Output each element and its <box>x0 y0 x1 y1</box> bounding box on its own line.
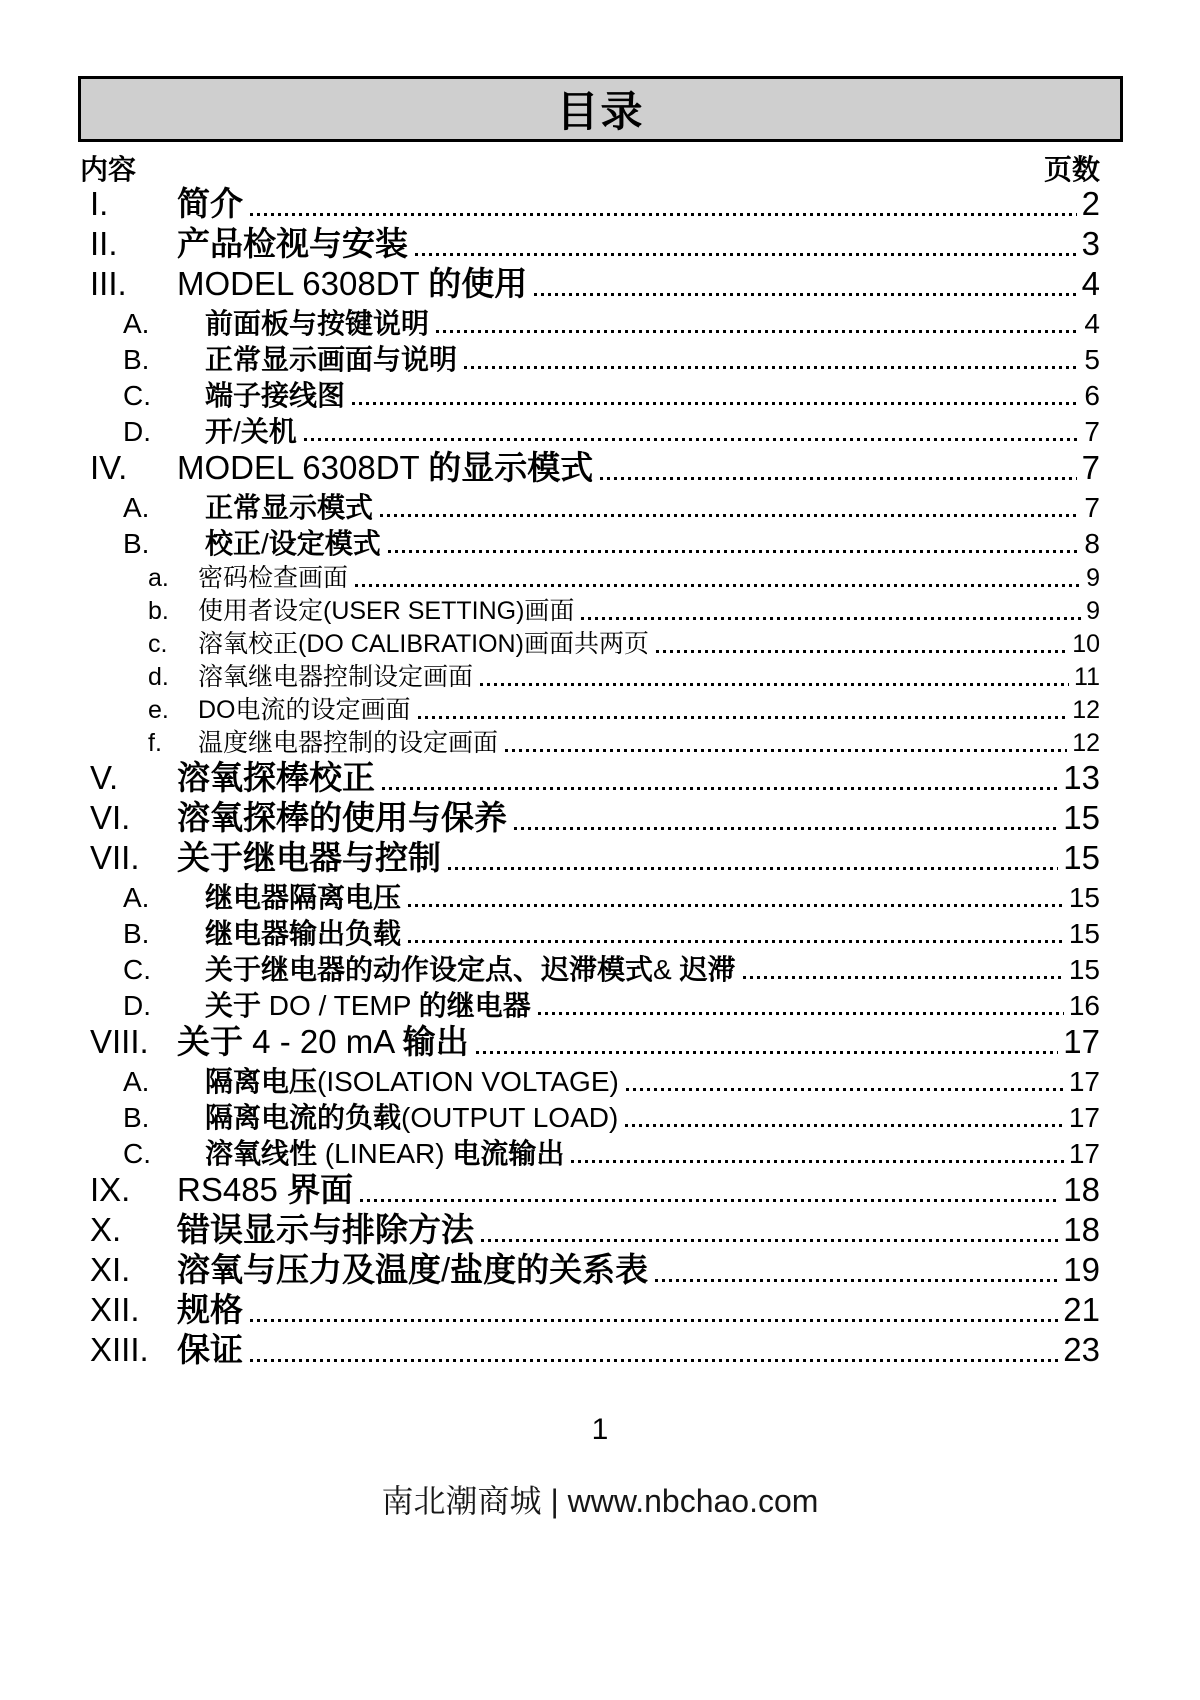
toc-entry-marker: d. <box>148 662 169 691</box>
toc-entry-marker: IX. <box>90 1171 131 1209</box>
toc-entry-marker: c. <box>148 629 168 658</box>
toc-entry[interactable] <box>80 593 1100 626</box>
toc-entry-marker: C. <box>123 1137 151 1169</box>
toc-entry-marker: B. <box>123 527 150 559</box>
toc-entry-label: 端子接线图 <box>205 379 346 411</box>
toc-entry[interactable] <box>80 1330 1100 1370</box>
toc-entry-label: 规格 <box>177 1291 243 1329</box>
dot-leader-line <box>448 867 1058 870</box>
toc-entry-marker: VII. <box>90 839 140 877</box>
toc-entry-marker: III. <box>90 265 127 303</box>
toc-entry-marker: A. <box>123 881 150 913</box>
toc-entry[interactable] <box>80 1170 1100 1210</box>
toc-entry[interactable] <box>80 878 1100 914</box>
toc-entry-page: 15 <box>1068 881 1100 913</box>
toc-entry-marker: B. <box>123 917 150 949</box>
toc-entry-label: RS485 界面 <box>177 1171 354 1209</box>
toc-entry-page: 18 <box>1063 1211 1100 1249</box>
toc-entry[interactable] <box>80 758 1100 798</box>
dot-leader-line <box>514 827 1058 830</box>
toc-entry-marker: a. <box>148 563 169 592</box>
toc-entry-label: 校正/设定模式 <box>205 527 381 559</box>
toc-entry-label: 关于 DO / TEMP 的继电器 <box>205 989 531 1021</box>
toc-entry[interactable] <box>80 914 1100 950</box>
site-footer: 南北潮商城 | www.nbchao.com <box>381 1483 819 1519</box>
toc-entry-label: 产品检视与安装 <box>177 225 408 263</box>
toc-entry-marker: VI. <box>90 799 131 837</box>
toc-entry-label: 关于继电器的动作设定点、迟滞模式& 迟滞 <box>205 953 736 985</box>
toc-list <box>80 184 1100 1370</box>
toc-entry-label: 正常显示画面与说明 <box>205 343 458 375</box>
toc-entry-marker: II. <box>90 225 118 263</box>
toc-entry-label: 溶氧探棒校正 <box>177 759 375 797</box>
toc-entry-page: 17 <box>1068 1137 1100 1169</box>
toc-entry-page: 15 <box>1068 953 1100 985</box>
toc-entry-page: 7 <box>1084 491 1100 523</box>
toc-entry[interactable] <box>80 488 1100 524</box>
toc-entry-label: 开/关机 <box>205 415 297 447</box>
toc-entry-marker: A. <box>123 307 150 339</box>
toc-entry-label: 错误显示与排除方法 <box>177 1211 474 1249</box>
page-title: 目录 <box>556 88 645 135</box>
dot-leader-line <box>581 617 1081 620</box>
dot-leader-line <box>481 1239 1058 1242</box>
dot-leader-line <box>538 1012 1064 1015</box>
dot-leader-line <box>360 1199 1058 1202</box>
dot-leader-line <box>436 330 1079 333</box>
toc-entry-marker: B. <box>123 1101 150 1133</box>
dot-leader-line <box>656 650 1067 653</box>
toc-entry-marker: A. <box>123 491 150 523</box>
toc-entry-label: DO电流的设定画面 <box>198 695 411 724</box>
toc-entry[interactable] <box>80 692 1100 725</box>
toc-entry-marker: D. <box>123 415 151 447</box>
dot-leader-line <box>418 716 1068 719</box>
dot-leader-line <box>415 253 1077 256</box>
dot-leader-line <box>408 904 1064 907</box>
toc-entry-label: 温度继电器控制的设定画面 <box>198 728 499 757</box>
toc-entry-page: 18 <box>1063 1171 1100 1209</box>
toc-entry-page: 15 <box>1063 839 1100 877</box>
toc-entry[interactable] <box>80 304 1100 340</box>
toc-entry-page: 6 <box>1084 379 1100 411</box>
toc-entry[interactable] <box>80 725 1100 758</box>
toc-entry-page: 8 <box>1084 527 1100 559</box>
dot-leader-line <box>571 1160 1063 1163</box>
toc-entry-label: 关于 4 - 20 mA 输出 <box>177 1023 469 1061</box>
toc-entry-label: 保证 <box>177 1331 243 1369</box>
toc-entry[interactable] <box>80 412 1100 448</box>
toc-entry-label: 溶氧线性 (LINEAR) 电流输出 <box>205 1137 565 1169</box>
toc-entry-marker: C. <box>123 953 151 985</box>
toc-entry[interactable] <box>80 838 1100 878</box>
dot-leader-line <box>352 402 1079 405</box>
dot-leader-line <box>600 477 1076 480</box>
toc-entry-marker: D. <box>123 989 151 1021</box>
toc-entry-label: 正常显示模式 <box>205 491 374 523</box>
toc-entry-page: 7 <box>1084 415 1100 447</box>
toc-entry-marker: B. <box>123 343 150 375</box>
dot-leader-line <box>534 293 1076 296</box>
toc-entry-label: 密码检查画面 <box>198 563 349 592</box>
toc-entry-page: 17 <box>1063 1023 1100 1061</box>
toc-entry-page: 15 <box>1063 799 1100 837</box>
toc-entry-page: 21 <box>1063 1291 1100 1329</box>
toc-entry[interactable] <box>80 986 1100 1022</box>
toc-entry-page: 12 <box>1072 695 1100 724</box>
page-column-header: 页数 <box>1043 154 1100 185</box>
toc-entry-marker: A. <box>123 1065 150 1097</box>
toc-entry-page: 2 <box>1081 185 1100 223</box>
dot-leader-line <box>250 213 1077 216</box>
toc-entry-label: 溶氧校正(DO CALIBRATION)画面共两页 <box>198 629 649 658</box>
toc-entry[interactable] <box>80 626 1100 659</box>
toc-entry[interactable] <box>80 659 1100 692</box>
toc-entry-label: 隔离电流的负载(OUTPUT LOAD) <box>205 1101 619 1133</box>
dot-leader-line <box>464 366 1079 369</box>
toc-entry[interactable] <box>80 376 1100 412</box>
dot-leader-line <box>480 683 1069 686</box>
toc-entry-marker: b. <box>148 596 169 625</box>
toc-entry-page: 19 <box>1063 1251 1100 1289</box>
toc-entry[interactable] <box>80 224 1100 264</box>
dot-leader-line <box>250 1359 1058 1362</box>
toc-entry[interactable] <box>80 340 1100 376</box>
toc-header-row <box>80 153 1100 187</box>
dot-leader-line <box>250 1319 1058 1322</box>
toc-entry-marker: V. <box>90 759 119 797</box>
dot-leader-line <box>388 550 1080 553</box>
page-number: 1 <box>591 1413 609 1446</box>
dot-leader-line <box>304 438 1080 441</box>
toc-entry[interactable] <box>80 1250 1100 1290</box>
dot-leader-line <box>625 1124 1064 1127</box>
toc-entry-marker: e. <box>148 695 169 724</box>
toc-entry-page: 5 <box>1084 343 1100 375</box>
toc-entry-label: 继电器隔离电压 <box>205 881 402 913</box>
toc-entry-page: 17 <box>1068 1065 1100 1097</box>
toc-entry-page: 12 <box>1072 728 1100 757</box>
dot-leader-line <box>655 1279 1058 1282</box>
toc-title-box <box>78 76 1123 142</box>
toc-entry-page: 3 <box>1081 225 1100 263</box>
dot-leader-line <box>355 584 1081 587</box>
toc-entry-marker: C. <box>123 379 151 411</box>
toc-entry-label: 使用者设定(USER SETTING)画面 <box>198 596 575 625</box>
toc-entry[interactable] <box>80 950 1100 986</box>
toc-entry-page: 4 <box>1084 307 1100 339</box>
dot-leader-line <box>476 1051 1059 1054</box>
toc-entry[interactable] <box>80 524 1100 560</box>
toc-entry-marker: f. <box>148 728 162 757</box>
toc-entry-page: 10 <box>1072 629 1100 658</box>
toc-entry-label: 溶氧与压力及温度/盐度的关系表 <box>177 1251 649 1289</box>
toc-entry-marker: X. <box>90 1211 122 1249</box>
content-column-header: 内容 <box>80 154 137 185</box>
toc-entry-label: 溶氧探棒的使用与保养 <box>177 799 507 837</box>
dot-leader-line <box>408 940 1064 943</box>
toc-entry-label: 继电器输出负载 <box>205 917 402 949</box>
toc-entry-marker: XII. <box>90 1291 140 1329</box>
toc-entry-page: 9 <box>1086 596 1100 625</box>
toc-entry[interactable] <box>80 1022 1100 1062</box>
toc-entry-marker: XI. <box>90 1251 131 1289</box>
toc-entry-page: 11 <box>1074 662 1100 691</box>
toc-entry-page: 15 <box>1068 917 1100 949</box>
toc-entry-label: 前面板与按键说明 <box>205 307 430 339</box>
toc-entry-page: 13 <box>1063 759 1100 797</box>
toc-entry-page: 4 <box>1081 265 1100 303</box>
toc-entry-page: 9 <box>1086 563 1100 592</box>
toc-entry-page: 23 <box>1063 1331 1100 1369</box>
toc-entry[interactable] <box>80 798 1100 838</box>
toc-entry-label: MODEL 6308DT 的显示模式 <box>177 449 594 487</box>
toc-entry-label: 溶氧继电器控制设定画面 <box>198 662 474 691</box>
toc-entry[interactable] <box>80 1134 1100 1170</box>
toc-entry[interactable] <box>80 184 1100 224</box>
dot-leader-line <box>626 1088 1064 1091</box>
toc-entry-page: 17 <box>1068 1101 1100 1133</box>
toc-entry[interactable] <box>80 1210 1100 1250</box>
dot-leader-line <box>380 514 1079 517</box>
toc-entry[interactable] <box>80 560 1100 593</box>
toc-entry[interactable] <box>80 1290 1100 1330</box>
toc-entry-marker: VIII. <box>90 1023 149 1061</box>
dot-leader-line <box>382 787 1058 790</box>
toc-entry-marker: I. <box>90 185 109 223</box>
toc-entry-label: 关于继电器与控制 <box>177 839 441 877</box>
toc-entry-marker: IV. <box>90 449 128 487</box>
toc-entry-label: MODEL 6308DT 的使用 <box>177 265 528 303</box>
toc-entry[interactable] <box>80 1098 1100 1134</box>
toc-entry-page: 7 <box>1081 449 1100 487</box>
toc-entry[interactable] <box>80 1062 1100 1098</box>
toc-entry-page: 16 <box>1068 989 1100 1021</box>
toc-entry[interactable] <box>80 448 1100 488</box>
toc-entry-label: 隔离电压(ISOLATION VOLTAGE) <box>205 1065 619 1097</box>
dot-leader-line <box>505 749 1067 752</box>
toc-entry[interactable] <box>80 264 1100 304</box>
dot-leader-line <box>743 976 1064 979</box>
toc-entry-label: 简介 <box>177 185 243 223</box>
toc-entry-marker: XIII. <box>90 1331 149 1369</box>
